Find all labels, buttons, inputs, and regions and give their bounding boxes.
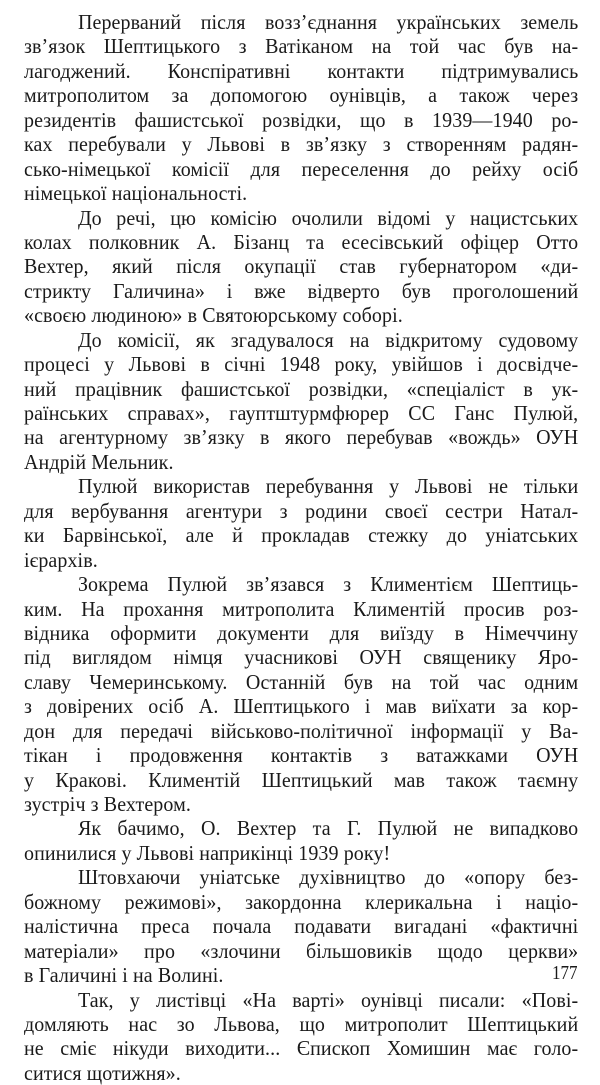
- text-line: сько-німецької комісії для переселення до рейху осіб: [24, 157, 578, 181]
- text-line: митрополитом за допомогою оунівців, а також через: [24, 83, 578, 107]
- document-page: [24, 10, 578, 1085]
- text-line: Так, у листівці «На варті» оунівці писали: «Пові-: [24, 988, 578, 1012]
- text-line: ки Барвінської, але й прокладав стежку до уніатських: [24, 523, 578, 547]
- text-line: не сміє нікуди виходити... Єпископ Хомишин має голо-: [24, 1036, 578, 1060]
- text-line: Як бачимо, О. Вехтер та Г. Пулюй не випадково: [24, 816, 578, 840]
- text-line: зустріч з Вехтером.: [24, 792, 578, 816]
- paragraph: [24, 10, 578, 206]
- text-line: Пулюй використав перебування у Львові не тільки: [24, 474, 578, 498]
- text-line: До речі, цю комісію очолили відомі у нацистських: [24, 206, 578, 230]
- paragraph: [24, 816, 578, 865]
- text-line: у Кракові. Климентій Шептицький мав також таємну: [24, 768, 578, 792]
- page-number: 177: [552, 962, 578, 985]
- text-line: божному режимові», закордонна клерикальна і націо-: [24, 890, 578, 914]
- text-line: ситися щотижня».: [24, 1061, 578, 1085]
- text-line: домляють нас зо Львова, що митрополит Шептицький: [24, 1012, 578, 1036]
- text-line: До комісії, як згадувалося на відкритому судовому: [24, 328, 578, 352]
- text-line: колах полковник А. Бізанц та есесівський офіцер Отто: [24, 230, 578, 254]
- text-line: ний працівник фашистської розвідки, «спеціаліст в ук-: [24, 377, 578, 401]
- text-line: опинилися у Львові наприкінці 1939 року!: [24, 841, 578, 865]
- text-line: зв’язок Шептицького з Ватіканом на той час був на-: [24, 34, 578, 58]
- text-line: резидентів фашистської розвідки, що в 1939—1940 ро-: [24, 108, 578, 132]
- text-line: ках перебували у Львові в зв’язку з створенням радян-: [24, 132, 578, 156]
- text-line: «своєю людиною» в Святоюрському соборі.: [24, 303, 578, 327]
- text-line: матеріали» про «злочини більшовиків щодо церкви»: [24, 939, 578, 963]
- paragraph: [24, 474, 578, 572]
- text-line: раїнських справах», гауптштурмфюрер СС Ганс Пулюй,: [24, 401, 578, 425]
- paragraph: [24, 865, 578, 987]
- text-line: тікан і продовження контактів з ватажками ОУН: [24, 743, 578, 767]
- text-line: Зокрема Пулюй зв’язався з Климентієм Шептиць-: [24, 572, 578, 596]
- paragraph: [24, 572, 578, 816]
- text-line: на агентурному зв’язку в якого перебував «вождь» ОУН: [24, 425, 578, 449]
- text-line: в Галичині і на Волині.: [24, 963, 578, 987]
- text-line: лагоджений. Конспіративні контакти підтримувались: [24, 59, 578, 83]
- text-line: відника оформити документи для виїзду в Німеччину: [24, 621, 578, 645]
- text-line: славу Чемеринському. Останній був на той час одним: [24, 670, 578, 694]
- text-line: з довірених осіб А. Шептицького і мав виїхати за кор-: [24, 694, 578, 718]
- paragraph: [24, 988, 578, 1085]
- text-line: стрикту Галичина» і вже відверто був проголошений: [24, 279, 578, 303]
- text-line: для вербування агентури з родини своєї сестри Натал-: [24, 499, 578, 523]
- text-line: Вехтер, який після окупації став губернатором «ди-: [24, 254, 578, 278]
- text-line: під виглядом німця учасникові ОУН священику Яро-: [24, 645, 578, 669]
- text-line: процесі у Львові в січні 1948 року, увійшов і досвідче-: [24, 352, 578, 376]
- text-line: налістична преса почала подавати вигадані «фактичні: [24, 914, 578, 938]
- paragraph: [24, 206, 578, 328]
- text-line: німецької національності.: [24, 181, 578, 205]
- text-line: Штовхаючи уніатське духівництво до «опору без-: [24, 865, 578, 889]
- text-line: Перерваний після возз’єднання українських земель: [24, 10, 578, 34]
- paragraph: [24, 328, 578, 475]
- text-line: ієрархів.: [24, 548, 578, 572]
- text-line: ким. На прохання митрополита Климентій просив роз-: [24, 597, 578, 621]
- text-line: дон для передачі військово-політичної інформації у Ва-: [24, 719, 578, 743]
- text-line: Андрій Мельник.: [24, 450, 578, 474]
